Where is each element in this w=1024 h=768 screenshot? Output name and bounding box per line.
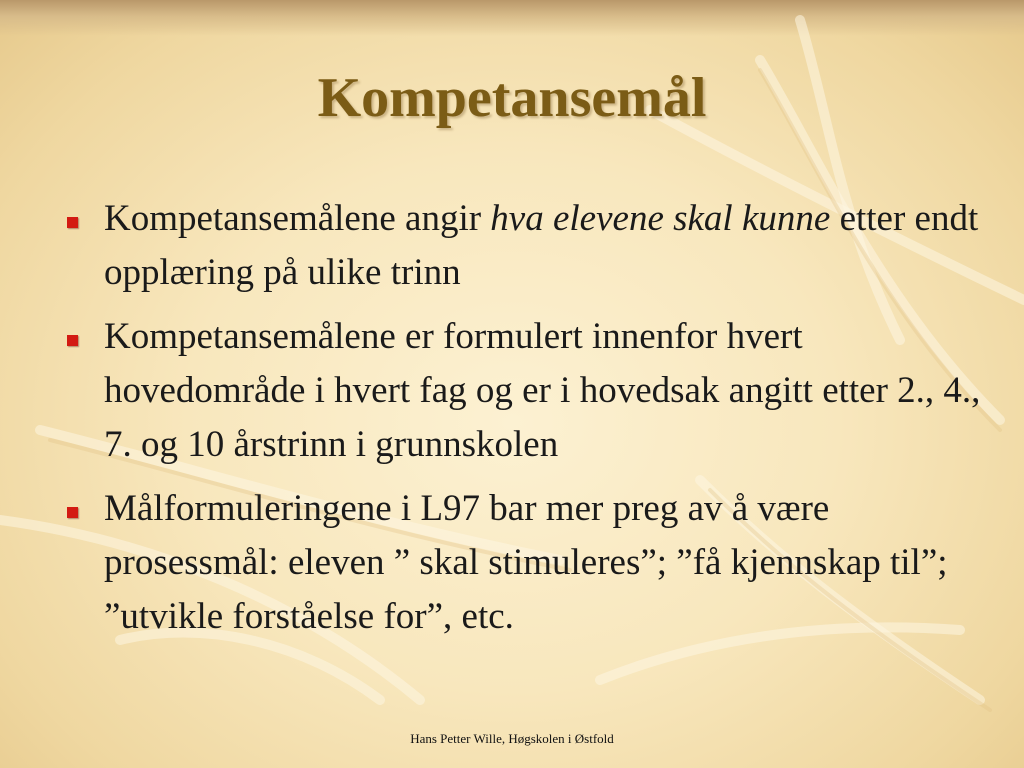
bullet-text-before: Kompetansemålene angir — [104, 198, 491, 239]
bullet-list — [62, 192, 982, 654]
red-square-bullet-icon — [67, 507, 78, 518]
bullet-text: Målformuleringene i L97 bar mer preg av å være prosessmål: eleven ” skal stimuleres”; ”få kjennskap til”; ”utvikle forståelse for”, etc. — [104, 488, 948, 637]
bullet-text-after: etter endt opplæring på ulike trinn — [104, 198, 979, 293]
red-square-bullet-icon — [67, 217, 78, 228]
bullet-text: Kompetansemålene er formulert innenfor hvert hovedområde i hvert fag og er i hovedsak angitt etter 2., 4., 7. og 10 årstrinn i grunnskolen — [104, 316, 981, 465]
bullet-item-1 — [62, 192, 982, 300]
slide-footer: Hans Petter Wille, Høgskolen i Østfold — [410, 731, 614, 746]
bullet-item-2 — [62, 310, 982, 472]
slide-title: Kompetansemål — [317, 67, 707, 129]
bullet-text-emphasis: hva elevene skal kunne — [490, 198, 831, 239]
red-square-bullet-icon — [67, 335, 78, 346]
bullet-item-3 — [62, 482, 982, 644]
